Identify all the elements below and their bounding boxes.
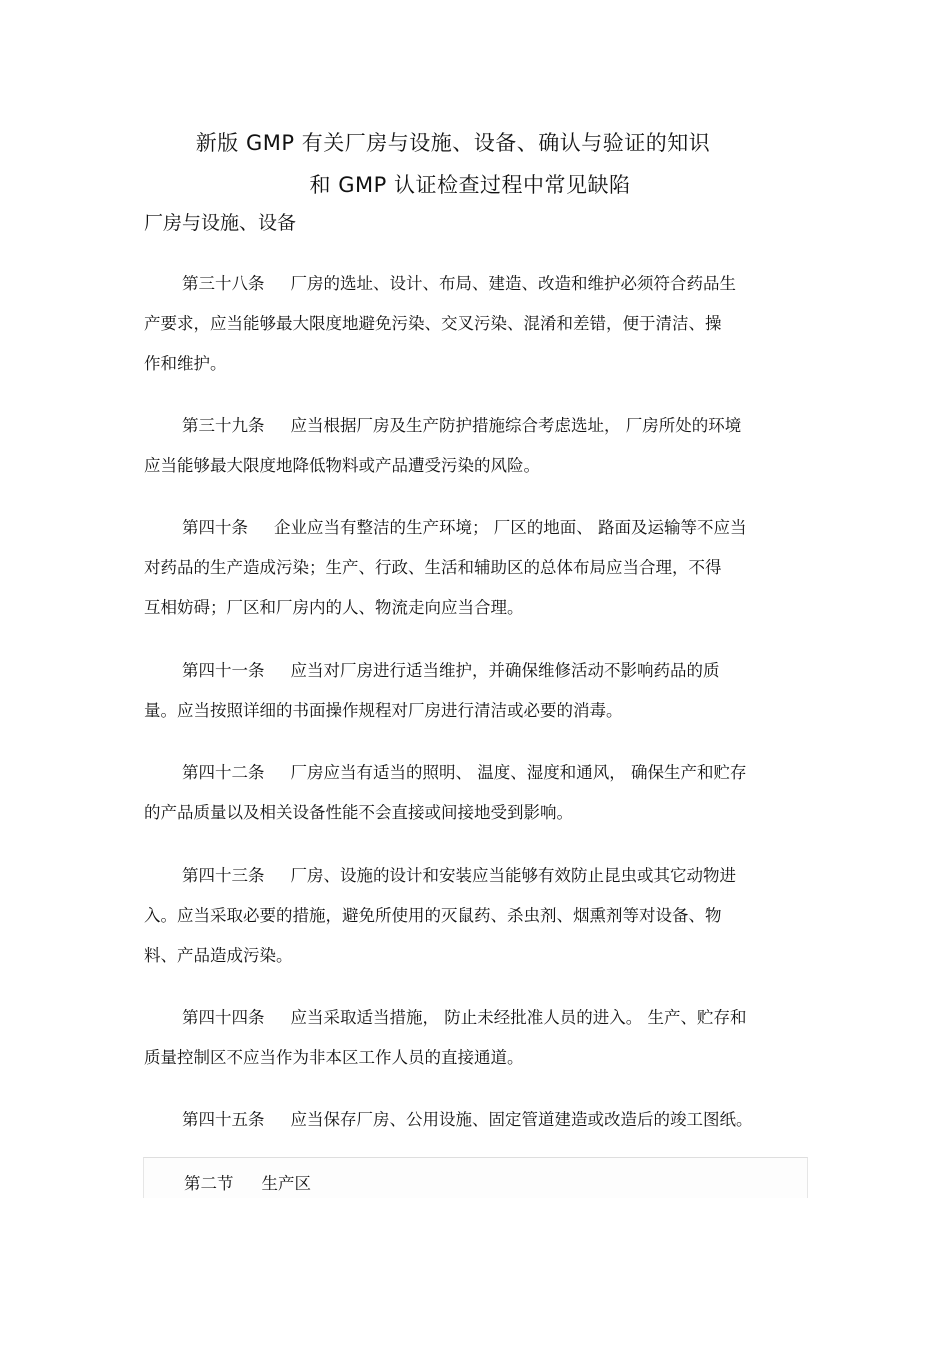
article-text-line: 厂房、设施的设计和安装应当能够有效防止昆虫或其它动物进 xyxy=(290,866,736,885)
subsection-box xyxy=(143,1157,808,1198)
subsection-title: 生产区 xyxy=(261,1174,311,1193)
article-number: 第四十条 xyxy=(182,518,248,537)
subsection-heading xyxy=(184,1170,311,1194)
article-text-line: 的产品质量以及相关设备性能不会直接或间接地受到影响。 xyxy=(144,803,573,822)
article-text-line: 应当对厂房进行适当维护，并确保维修活动不影响药品的质 xyxy=(290,661,720,680)
article-text-line: 料、产品造成污染。 xyxy=(144,946,293,965)
article-text-line: 厂房的选址、设计、布局、建造、改造和维护必须符合药品生 xyxy=(290,274,736,293)
article-40 xyxy=(144,514,814,634)
article-number: 第三十八条 xyxy=(182,274,265,293)
article-text-line: 对药品的生产造成污染；生产、行政、生活和辅助区的总体布局应当合理，不得 xyxy=(144,558,722,577)
article-text-line: 质量控制区不应当作为非本区工作人员的直接通道。 xyxy=(144,1048,524,1067)
article-38 xyxy=(144,270,814,390)
document-title-line-2: 和 GMP 认证检查过程中常见缺陷 xyxy=(309,173,631,197)
article-number: 第四十二条 xyxy=(182,763,265,782)
article-42 xyxy=(144,759,814,839)
article-number: 第三十九条 xyxy=(182,416,265,435)
article-text-line: 入。应当采取必要的措施，避免所使用的灭鼠药、杀虫剂、烟熏剂等对设备、物 xyxy=(144,906,722,925)
article-43 xyxy=(144,862,814,982)
article-text-line: 作和维护。 xyxy=(144,354,227,373)
article-number: 第四十一条 xyxy=(182,661,265,680)
article-text-line: 应当采取适当措施， 防止未经批准人员的进入。 生产、贮存和 xyxy=(290,1008,747,1027)
section-heading: 厂房与设施、设备 xyxy=(144,212,297,234)
article-text-line: 企业应当有整洁的生产环境； 厂区的地面、 路面及运输等不应当 xyxy=(274,518,747,537)
document-title-line-1: 新版 GMP 有关厂房与设施、设备、确认与验证的知识 xyxy=(195,131,711,155)
article-text-line: 应当保存厂房、公用设施、固定管道建造或改造后的竣工图纸。 xyxy=(290,1110,753,1129)
article-45 xyxy=(144,1106,814,1146)
article-text-line: 互相妨碍；厂区和厂房内的人、物流走向应当合理。 xyxy=(144,598,524,617)
article-39 xyxy=(144,412,814,492)
article-text-line: 量。应当按照详细的书面操作规程对厂房进行清洁或必要的消毒。 xyxy=(144,701,623,720)
article-text-line: 产要求，应当能够最大限度地避免污染、交叉污染、混淆和差错，便于清洁、操 xyxy=(144,314,722,333)
article-41 xyxy=(144,657,814,737)
article-text-line: 应当能够最大限度地降低物料或产品遭受污染的风险。 xyxy=(144,456,540,475)
article-44 xyxy=(144,1004,814,1084)
article-number: 第四十三条 xyxy=(182,866,265,885)
subsection-number: 第二节 xyxy=(184,1174,234,1193)
article-text-line: 应当根据厂房及生产防护措施综合考虑选址， 厂房所处的环境 xyxy=(290,416,742,435)
article-number: 第四十四条 xyxy=(182,1008,265,1027)
article-number: 第四十五条 xyxy=(182,1110,265,1129)
article-text-line: 厂房应当有适当的照明、 温度、湿度和通风， 确保生产和贮存 xyxy=(290,763,747,782)
